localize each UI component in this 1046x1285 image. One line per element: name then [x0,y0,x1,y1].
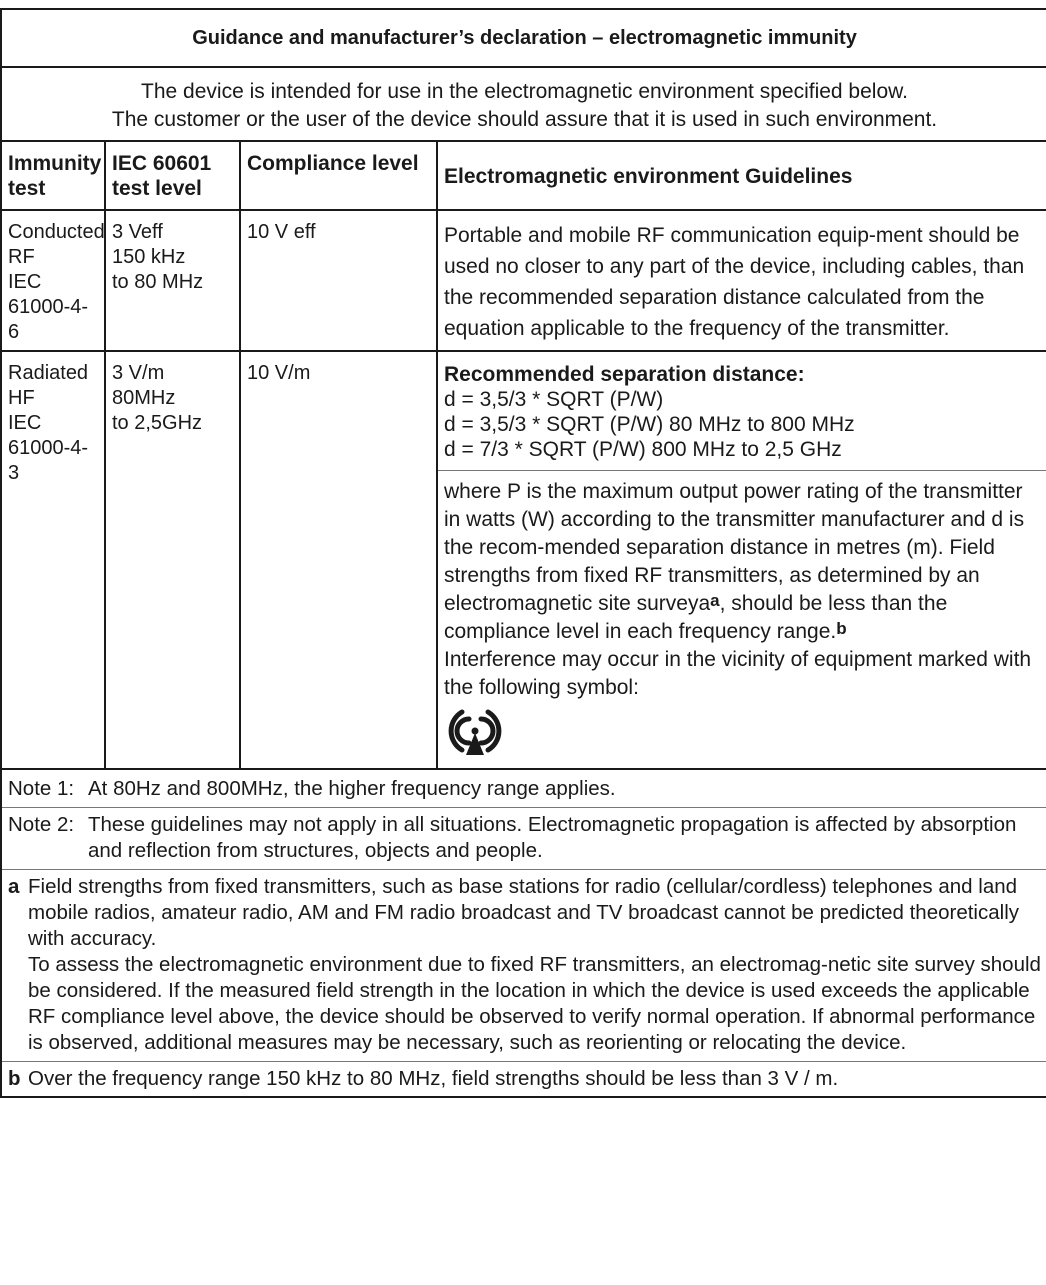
test-name: Conducted RF [8,221,105,268]
compliance-level-cell: 10 V eff [240,210,437,351]
separation-distance-block [444,352,1041,462]
header-row [1,141,1046,210]
table-title: Guidance and manufacturer’s declaration – electromagnetic immunity [1,9,1046,67]
compliance-level-cell: 10 V/m [240,351,437,769]
formula-3: d = 7/3 * SQRT (P/W) 800 MHz to 2,5 GHz [444,438,842,461]
test-level-value: 3 V/m [112,362,165,384]
table-row-radiated-hf [1,351,1046,769]
note-label: Note 1: [8,777,75,800]
test-standard: IEC 61000-4-3 [8,412,89,484]
non-ionizing-radiation-icon [444,706,1041,764]
footnote-paragraph: Field strengths from fixed transmitters, such as base stations for radio (cellular/cordless) telephones and land mobile radios, amateur radio, AM and FM radio broadcast and TV broadcast cannot be predicted theoretically with accuracy. [28,875,1019,950]
immunity-test-cell [1,351,105,769]
intro-text [1,67,1046,141]
note-label: Note 2: [8,813,75,836]
footnote-text [28,874,1041,1056]
footnote-ref-a: a [710,591,720,610]
notes-cell [1,769,1046,1097]
test-level-cell [105,210,240,351]
intro-row [1,67,1046,141]
note-text: At 80Hz and 800MHz, the higher frequency range applies. [88,777,616,800]
table-row-conducted-rf [1,210,1046,351]
test-level-range-end: to 2,5GHz [112,412,203,434]
notes-row [1,769,1046,1097]
test-level-range-end: to 80 MHz [112,271,204,293]
test-level-value: 3 Veff [112,221,163,243]
test-level-cell [105,351,240,769]
header-guidelines: Electromagnetic environment Guidelines [437,141,1046,210]
header-compliance-level: Compliance level [240,141,437,210]
test-name: Radiated HF [8,362,89,409]
guideline-cell: Portable and mobile RF communication equip-ment should be used no closer to any part of the device, including cables, than the recommended separation distance calculated from the equation applicable to the frequency of the transmitter. [437,210,1046,351]
header-iec-test-level: IEC 60601 test level [105,141,240,210]
note-divider [2,1061,1046,1062]
header-immunity-test: Immunity test [1,141,105,210]
explanation-text-1: where P is the maximum output power rating of the transmitter in watts (W) according to the transmitter manufacturer and d is the recom-mended separation distance in metres (m). Field strengths from fixed RF transmitters, as determined by an electromagnetic site surveya [444,480,1025,615]
test-level-range-start: 80MHz [112,387,176,409]
footnote-text: Over the frequency range 150 kHz to 80 MHz, field strengths should be less than 3 V / m. [28,1067,839,1090]
footnote-ref-b: b [836,619,847,638]
footnote-label: a [8,875,20,898]
formula-1: d = 3,5/3 * SQRT (P/W) [444,388,664,411]
note-divider [2,869,1046,870]
note-text: These guidelines may not apply in all situations. Electromagnetic propagation is affected by absorption and reflection from structures, objects and people. [88,813,1017,862]
intro-line-2: The customer or the user of the device should assure that it is used in such environment. [111,108,938,131]
note-1 [8,776,1041,802]
emc-immunity-table [0,8,1046,1098]
footnote-a [8,874,1041,1056]
explanation-text-2: , should be less than the compliance level in each frequency range. [444,592,948,643]
test-standard: IEC 61000-4-6 [8,271,89,343]
intro-line-1: The device is intended for use in the electromagnetic environment specified below. [141,80,908,103]
separation-distance-heading: Recommended separation distance: [444,363,805,386]
title-row [1,9,1046,67]
note-divider [2,807,1046,808]
footnote-label: b [8,1067,21,1090]
footnote-b [8,1066,1041,1092]
note-2 [8,812,1041,864]
test-level-range-start: 150 kHz [112,246,186,268]
separation-explanation [444,471,1041,764]
footnote-paragraph: To assess the electromagnetic environment due to fixed RF transmitters, an electromag-netic site survey should be considered. If the measured field strength in the location in which the device is used exceeds the applicable RF compliance level above, the device should be observed to verify normal operation. If abnormal performance is observed, additional measures may be necessary, such as reorienting or relocating the device. [28,953,1041,1054]
interference-text: Interference may occur in the vicinity of equipment marked with the following symbol: [444,648,1032,699]
formula-2: d = 3,5/3 * SQRT (P/W) 80 MHz to 800 MHz [444,413,855,436]
immunity-test-cell [1,210,105,351]
guideline-cell [437,351,1046,769]
